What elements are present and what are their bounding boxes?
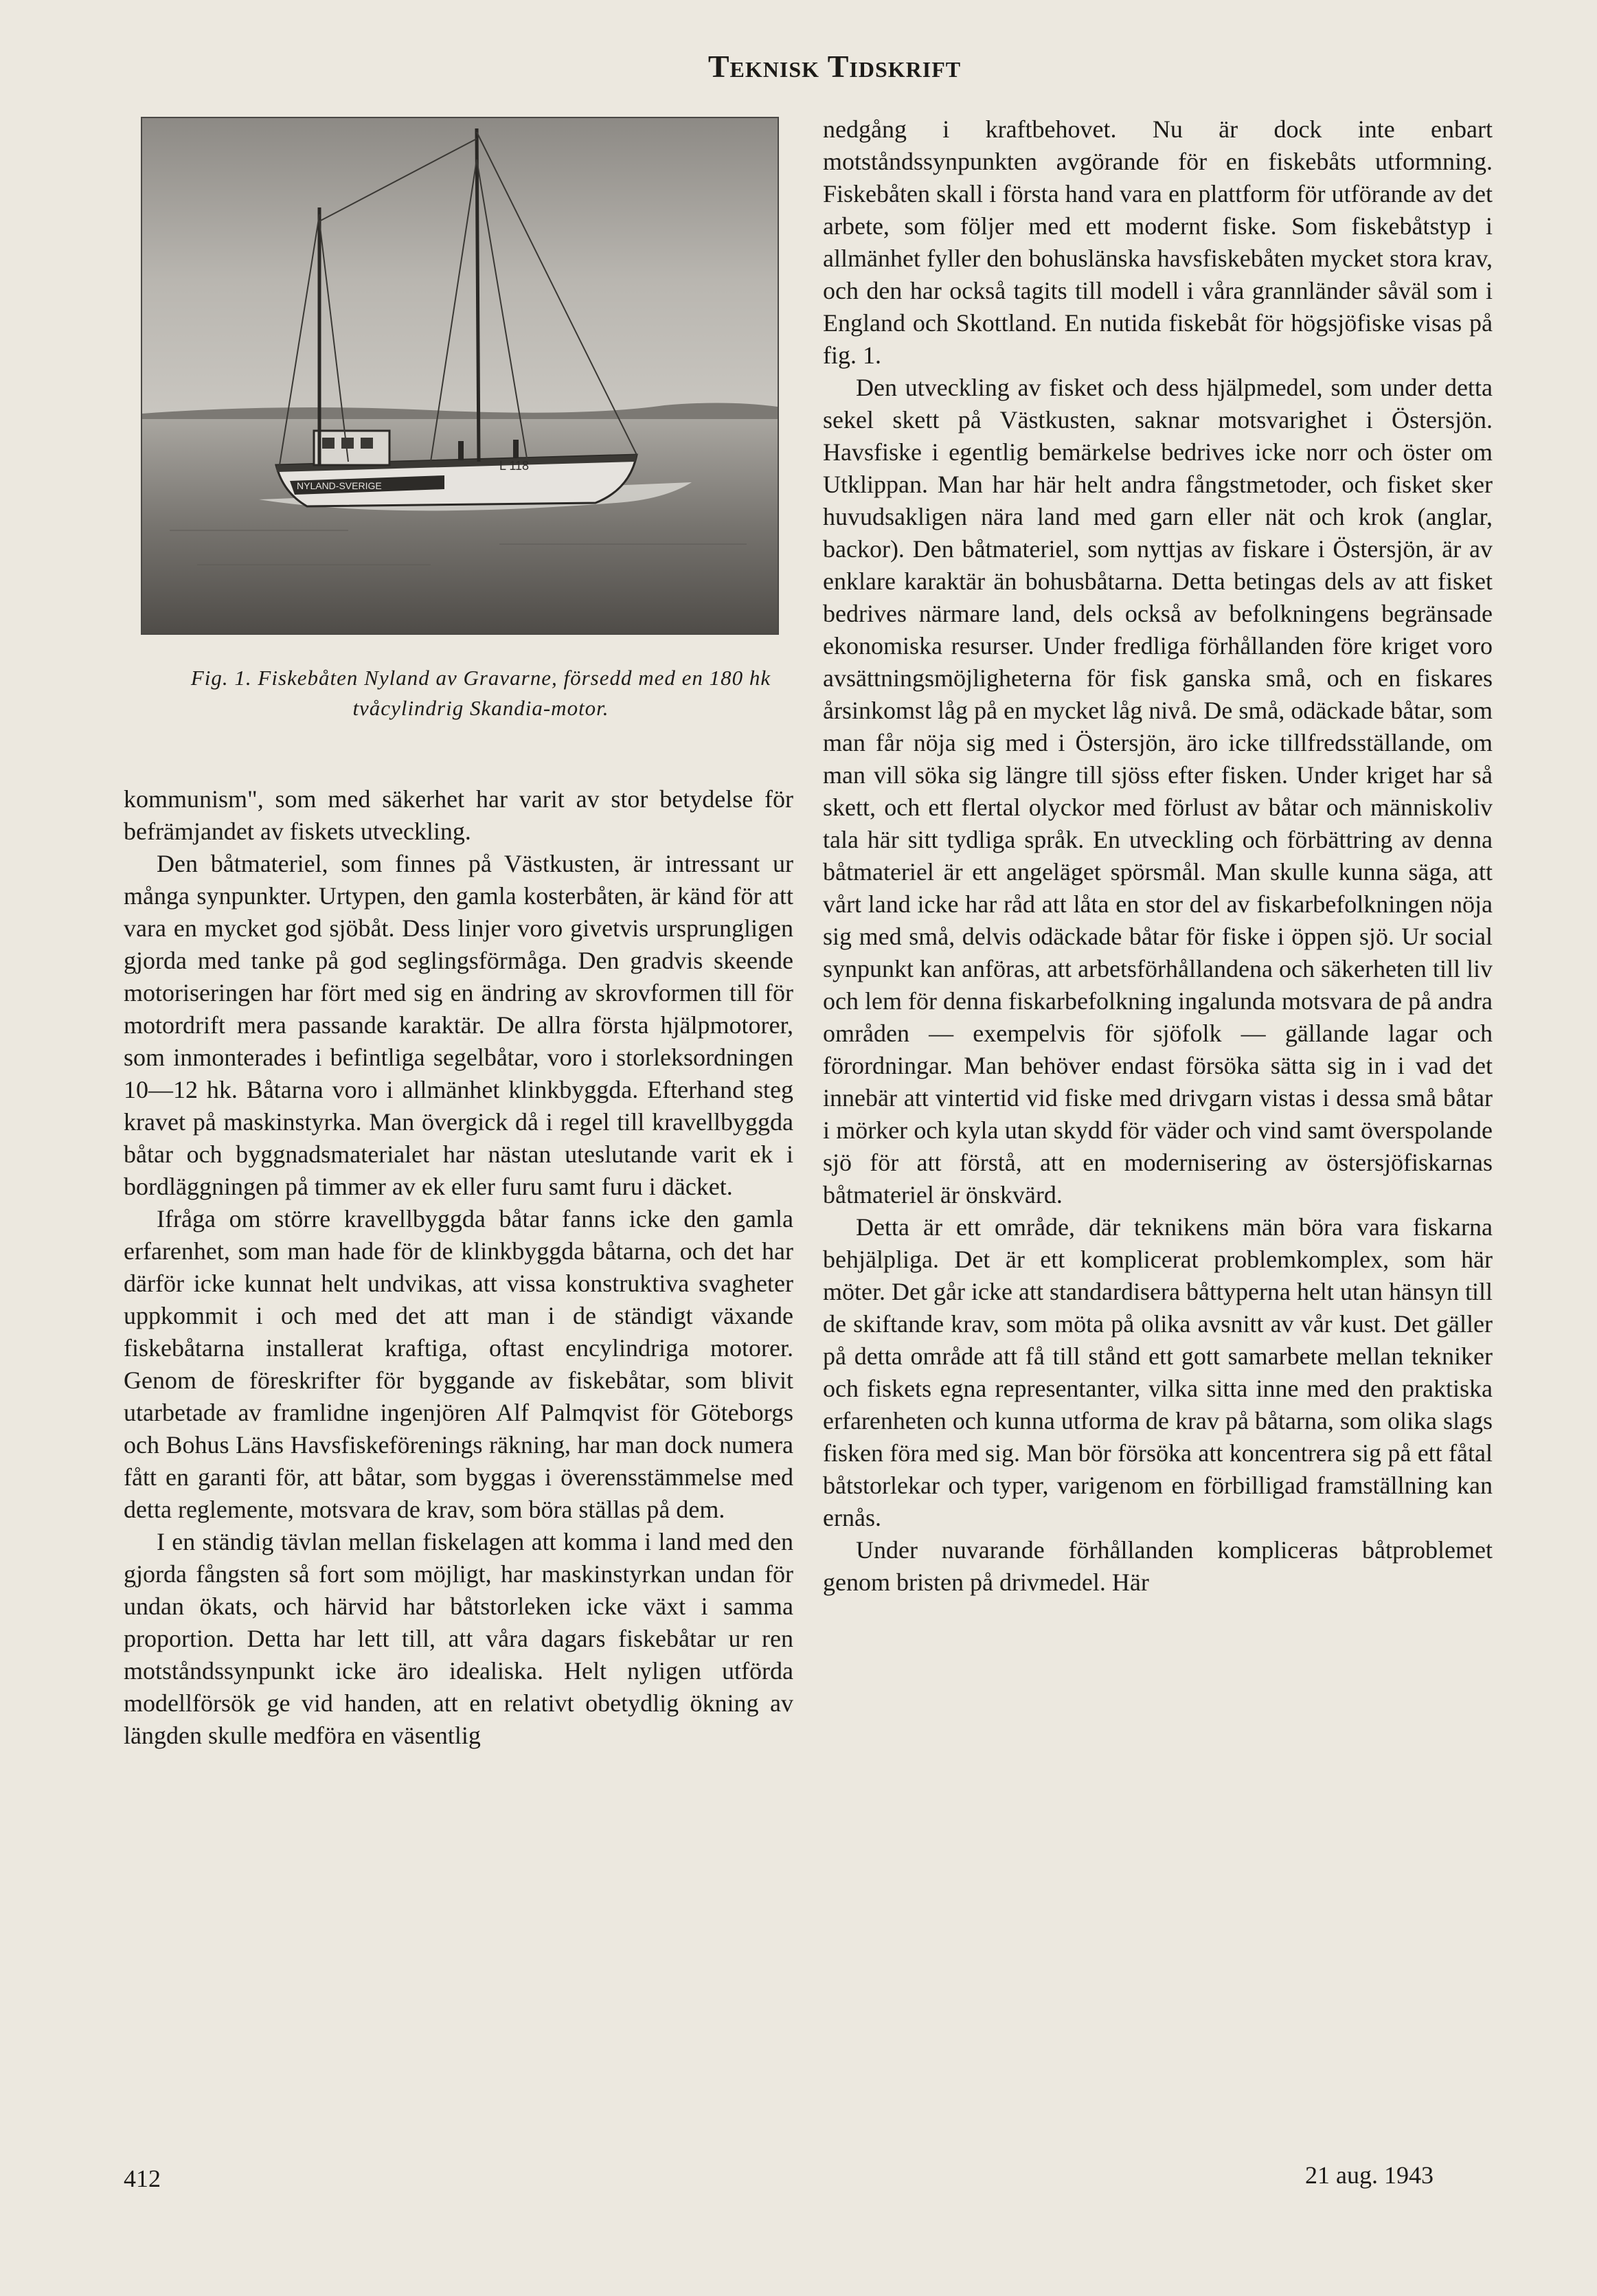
figure-caption: Fig. 1. Fiskebåten Nyland av Gravarne, försedd med en 180 hk tvåcylindrig Skandia-motor. <box>190 666 771 720</box>
right-paragraph-1: nedgång i kraftbehovet. Nu är dock inte enbart motståndssynpunkten avgörande för en fiskebåts utformning. Fiskebåten skall i första hand vara en plattform för utförande av det arbete, som följer med ett modernt fiske. Som fiskebåtstyp i allmänhet fyller den bohuslänska havsfiskebåten mycket stora krav, och den har också tagits till modell i våra grannländer såväl som i England och Skottland. En nutida fiskebåt för högsjöfiske visas på fig. 1. <box>823 115 1493 369</box>
right-text-column <box>823 113 1493 1599</box>
right-paragraph-3: Detta är ett område, där teknikens män böra vara fiskarna behjälpliga. Det är ett komplicerat problemkomplex, som här möter. Det går icke att standardisera båttyperna helt utan hänsyn till de skiftande krav, som möta på olika avsnitt av vår kust. Det gäller på detta område att få till stånd ett gott samarbete mellan tekniker och fiskets egna representanter, vilka sitta inne med den praktiska erfarenheten och kunna utforma de krav på båtarna, som olika slags fisken föra med sig. Man bör försöka att koncentrera sig på ett fåtal båtstorlekar och typer, varigenom en förbilligad framställning kan ernås. <box>823 1213 1493 1531</box>
journal-header: Teknisk Tidskrift <box>707 49 962 84</box>
issue-date: 21 aug. 1943 <box>1305 2161 1434 2189</box>
hull-registration-text: L 118 <box>499 459 530 473</box>
right-paragraph-4: Under nuvarande förhållanden kompliceras båtproblemet genom bristen på drivmedel. Här <box>823 1536 1493 1596</box>
fishing-boat-photo <box>141 117 779 635</box>
right-paragraph-2: Den utveckling av fisket och dess hjälpmedel, som under detta sekel skett på Västkusten, saknar motsvarighet i Östersjön. Havsfiske i egentlig bemärkelse bedrives icke norr och öster om Utklippan. Man har här helt andra fångstmetoder, och fisket sker huvudsakligen nära land med garn eller nät och krok (anglar, backor). Den båtmateriel, som nyttjas av fiskare i Östersjön, är av enklare karaktär än bohusbåtarna. Detta betingas dels av att fisket bedrives närmare land, dels också av befolkningens begränsade ekonomiska resurser. Under fredliga förhållanden före kriget voro avsättningsmöjligheterna för fisk ganska små, och en fiskares årsinkomst låg på en mycket låg nivå. De små, odäckade båtar, som man får nöja sig med i Östersjön, äro icke tillfredsställande, om man vill söka sig längre till sjöss efter fisken. Under kriget har så skett, och ett flertal olyckor med förlust av båtar och människoliv tala här sitt tydliga språk. En utveckling och förbättring av denna båtmateriel är ett angeläget spörsmål. Man skulle kunna säga, att vårt land icke har råd att låta en stor del av fiskarbefolkningen nöja sig med små, delvis odäckade båtar för fiske i öppen sjö. Ur social synpunkt kan anföras, att arbetsförhållandena och säkerheten till liv och lem för denna fiskarbefolkning ingalunda motsvara de på andra områden — exempelvis för sjöfolk — gällande lagar och förordningar. Man behöver endast försöka sätta sig in i vad det innebär att vintertid vid fiske med drivgarn vistas i dessa små båtar i mörker och kyla utan skydd för väder och vind samt överspolande sjö för att förstå, att en modernisering av östersjöfiskarnas båtmateriel är önskvärd. <box>823 374 1493 1208</box>
page-number: 412 <box>124 2165 161 2192</box>
left-paragraph-3: Ifråga om större kravellbyggda båtar fanns icke den gamla erfarenhet, som man hade för de klinkbyggda båtarna, och det har därför icke kunnat helt undvikas, att vissa konstruktiva svagheter uppkommit i och med det att man i de ständigt växande fiskebåtarna installerat kraftiga, oftast encylindriga motorer. Genom de föreskrifter för byggande av fiskebåtar, som blivit utarbetade av framlidne ingenjören Alf Palmqvist för Göteborgs och Bohus Läns Havsfiskeförenings räkning, har man dock numera fått en garanti för, att båtar, som byggas i överensstämmelse med detta reglemente, motsvara de krav, som böra ställas på dem. <box>124 1205 793 1523</box>
left-paragraph-1: kommunism", som med säkerhet har varit av stor betydelse för befrämjandet av fiskets utveckling. <box>124 785 793 845</box>
hull-name-text: NYLAND-SVERIGE <box>297 480 382 491</box>
left-paragraph-2: Den båtmateriel, som finnes på Västkusten, är intressant ur många synpunkter. Urtypen, den gamla kosterbåten, är känd för att vara en mycket god sjöbåt. Dess linjer voro givetvis ursprungligen gjorda med tanke på god seglingsförmåga. Den gradvis skeende motoriseringen har fört med sig en ändring av skrovformen till för motordrift mera passande karaktär. De allra första hjälpmotorer, som inmonterades i befintliga segelbåtar, voro i storleksordningen 10—12 hk. Båtarna voro i allmänhet klinkbyggda. Efterhand steg kravet på maskinstyrka. Man övergick då i regel till kravellbyggda båtar och byggnadsmaterialet har nästan uteslutande varit ek i bordläggningen på timmer av ek eller furu samt furu i däcket. <box>124 850 793 1200</box>
left-paragraph-4: I en ständig tävlan mellan fiskelagen att komma i land med den gjorda fångsten så fort som möjligt, har maskinstyrkan undan för undan ökats, och härvid har båtstorleken icke växt i samma proportion. Detta har lett till, att våra dagars fiskebåtar ur ren motståndssynpunkt icke äro idealiska. Helt nyligen utförda modellförsök ge vid handen, att en relativt obetydlig ökning av längden skulle medföra en väsentlig <box>124 1528 793 1749</box>
left-text-column <box>124 783 793 1752</box>
